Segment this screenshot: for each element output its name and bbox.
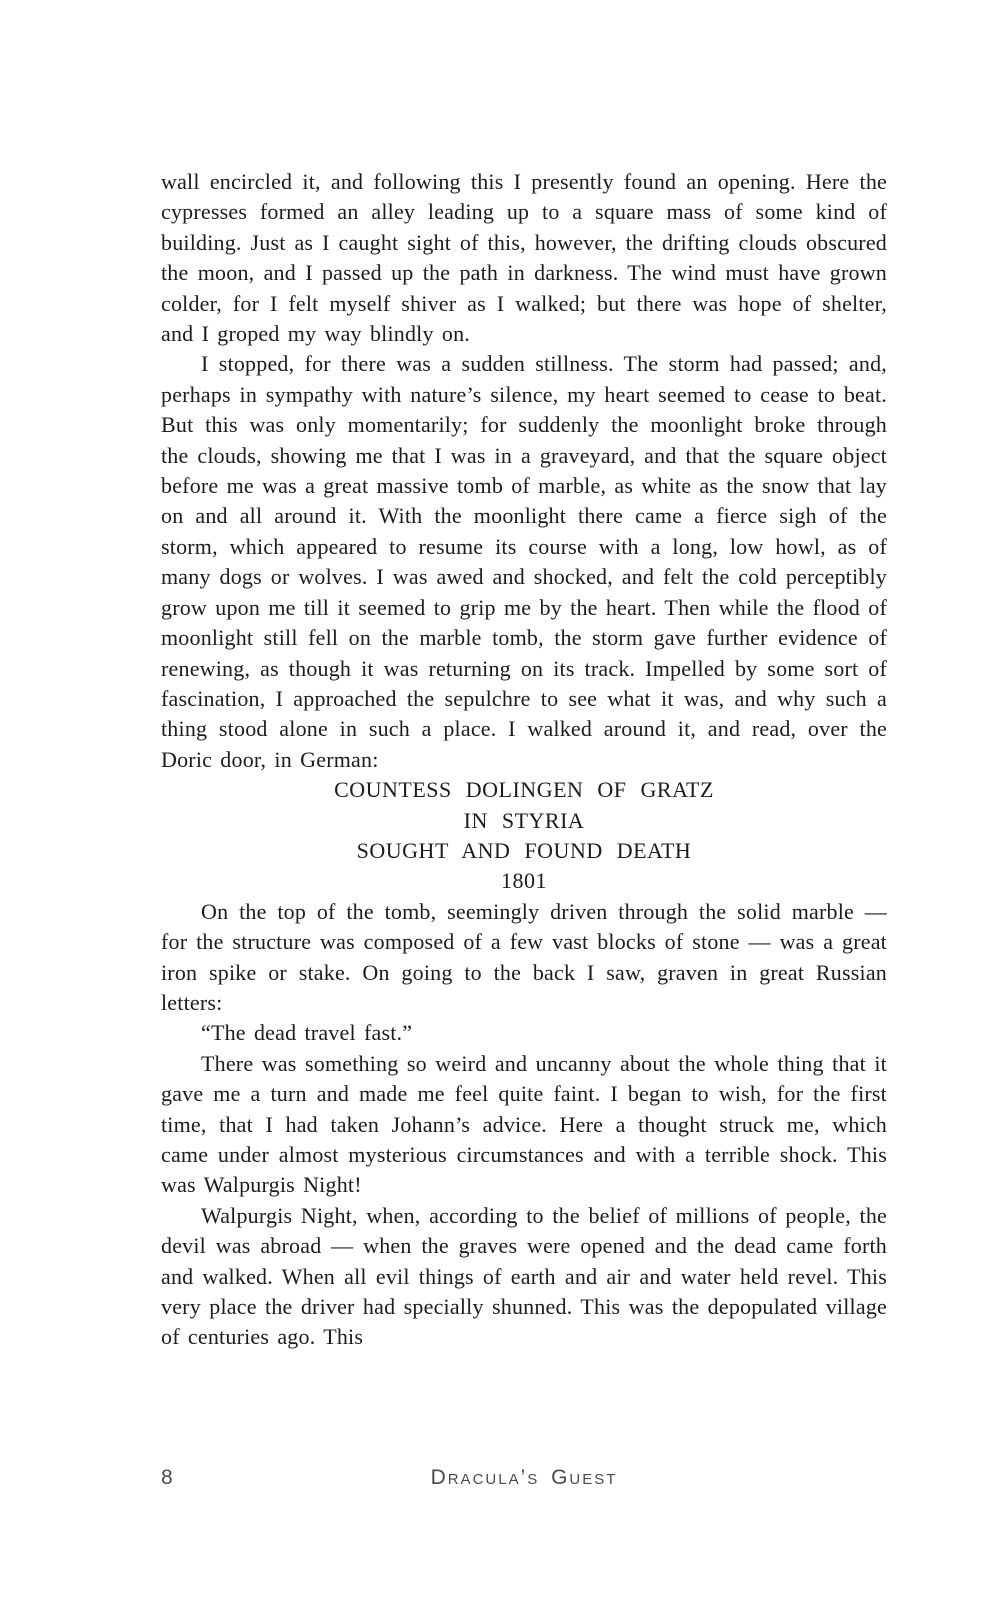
page-number: 8: [161, 1466, 173, 1489]
inscription-line-styria: IN STYRIA: [463, 807, 585, 833]
text-block: [161, 167, 887, 1353]
body-paragraph-walpurgis-night: Walpurgis Night, when, according to the belief of millions of people, the devil was abroad — when the graves were opened and the dead came forth and walked. When all evil things of earth and air and water held revel. This very place the driver had specially shunned. This was the depopulated village of centuries ago. This: [161, 1202, 887, 1350]
inscription-line-year: 1801: [501, 868, 547, 894]
body-paragraph-i-stopped: I stopped, for there was a sudden stillness. The storm had passed; and, perhaps in sympathy with nature’s silence, my heart seemed to cease to beat. But this was only momentarily; for suddenly the moonlight broke through the clouds, showing me that I was in a graveyard, and that the square object before me was a great massive tomb of marble, as white as the snow that lay on and all around it. With the moonlight there came a fierce sigh of the storm, which appeared to resume its course with a long, low howl, as of many dogs or wolves. I was awed and shocked, and felt the cold perceptibly grow upon me till it seemed to grip me by the heart. Then while the flood of moonlight still fell on the marble tomb, the storm gave further evidence of renewing, as though it was returning on its track. Impelled by some sort of fascination, I approached the sepulchre to see what it was, and why such a thing stood alone in such a place. I walked around it, and read, over the Doric door, in German:: [161, 351, 887, 772]
body-paragraph-continuation: wall encircled it, and following this I presently found an opening. Here the cypresses formed an alley leading up to a square mass of some kind of building. Just as I caught sight of this, however, the drifting clouds obscured the moon, and I passed up the path in darkness. The wind must have grown colder, for I felt myself shiver as I walked; but there was hope of shelter, and I groped my way blindly on.: [161, 169, 887, 347]
inscription-line-countess: COUNTESS DOLINGEN OF GRATZ: [334, 777, 714, 803]
page-footer: [161, 1466, 887, 1496]
body-paragraph-on-the-top: On the top of the tomb, seemingly driven through the solid marble — for the structure was composed of a few vast blocks of stone — was a great iron spike or stake. On going to the back I saw, graven in great Russian letters:: [161, 898, 887, 1015]
running-title: Dracula’s Guest: [430, 1466, 618, 1489]
body-paragraph-there-was-something: There was something so weird and uncanny about the whole thing that it gave me a turn and made me feel quite faint. I began to wish, for the first time, that I had taken Johann’s advice. Here a thought struck me, which came under almost mysterious circumstances and with a terrible shock. This was Walpurgis Night!: [161, 1050, 887, 1198]
quoted-epitaph: “The dead travel fast.”: [201, 1020, 413, 1046]
inscription-line-sought-death: SOUGHT AND FOUND DEATH: [356, 837, 692, 863]
